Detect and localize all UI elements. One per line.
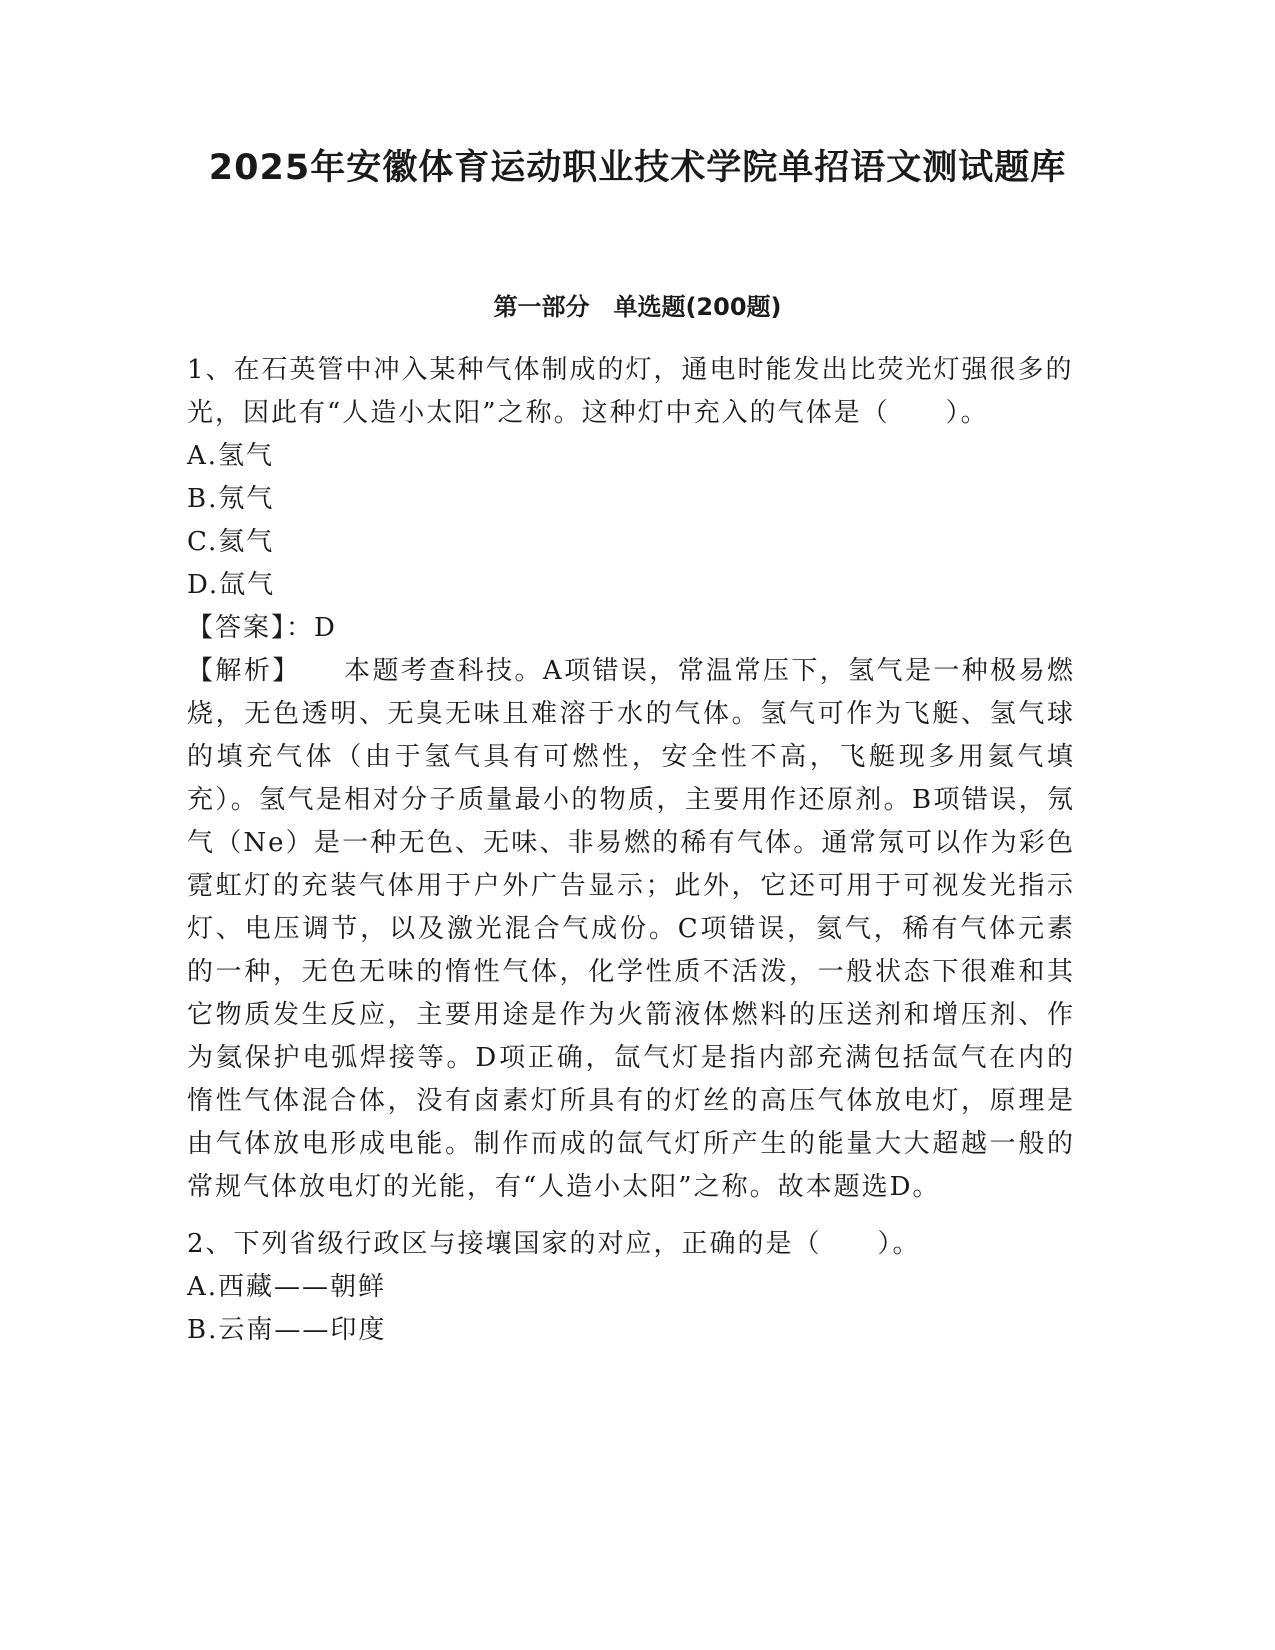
- question-item: [187, 1223, 1075, 1352]
- option-a: A.西藏——朝鲜: [187, 1272, 387, 1302]
- analysis-text: 本题考查科技。A项错误，常温常压下，氢气是一种极易燃烧，无色透明、无臭无味且难溶于水的气体。氢气可作为飞艇、氢气球的填充气体（由于氢气具有可燃性，安全性不高，飞艇现多用氦气填充）。氢气是相对分子质量最小的物质，主要用作还原剂。B项错误，氖气（Ne）是一种无色、无味、非易燃的稀有气体。通常氖可以作为彩色霓虹灯的充装气体用于户外广告显示；此外，它还可用于可视发光指示灯、电压调节，以及激光混合气成份。C项错误，氦气，稀有气体元素的一种，无色无味的惰性气体，化学性质不活泼，一般状态下很难和其它物质发生反应，主要用途是作为火箭液体燃料的压送剂和增压剂、作为氦保护电弧焊接等。D项正确，氙气灯是指内部充满包括氙气在内的惰性气体混合体，没有卤素灯所具有的灯丝的高压气体放电灯，原理是由气体放电形成电能。制作而成的氙气灯所产生的能量大大超越一般的常规气体放电灯的光能，有“人造小太阳”之称。故本题选D。: [187, 656, 1075, 1202]
- document-title: 2025年安徽体育运动职业技术学院单招语文测试题库: [208, 148, 1067, 188]
- section-title: 第一部分 单选题(200题): [493, 293, 782, 321]
- option-c: C.氦气: [187, 527, 275, 557]
- answer-line: [187, 607, 1075, 650]
- question-list: [187, 349, 1075, 1352]
- question-item: [187, 349, 1075, 1209]
- analysis-paragraph: [187, 650, 1075, 1209]
- question-stem: 1、在石英管中冲入某种气体制成的灯，通电时能发出比荧光灯强很多的光，因此有“人造小太阳”之称。这种灯中充入的气体是（ ）。: [187, 355, 1074, 428]
- answer-label: 【答案】: [187, 613, 287, 643]
- question-stem: 2、下列省级行政区与接壤国家的对应，正确的是（ ）。: [187, 1229, 921, 1259]
- analysis-label: 【解析】: [187, 656, 301, 686]
- option-d: D.氙气: [187, 570, 276, 600]
- option-b: B.氖气: [187, 484, 275, 514]
- option-b: B.云南——印度: [187, 1315, 387, 1345]
- option-a: A.氢气: [187, 441, 275, 471]
- answer-value: ：D: [286, 613, 337, 643]
